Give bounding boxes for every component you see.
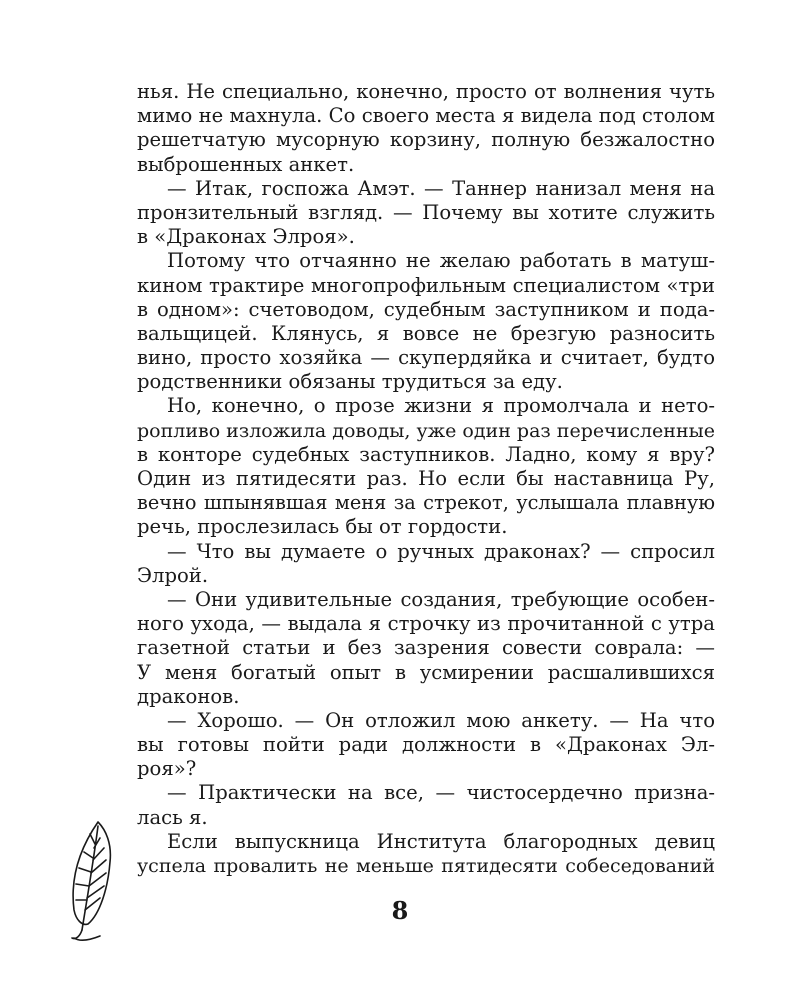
text-line: вальщицей. Клянусь, я вовсе не брезгую разносить xyxy=(137,321,715,345)
text-line: — Хорошо. — Он отложил мою анкету. — На что xyxy=(167,708,715,732)
text-line: У меня богатый опыт в усмирении расшалившихся xyxy=(137,660,715,684)
text-line: решетчатую мусорную корзину, полную безжалостно xyxy=(137,128,715,152)
text-line: нья. Не специально, конечно, просто от волнения чуть xyxy=(137,80,715,103)
page-number: 8 xyxy=(391,896,409,925)
text-line: драконов. xyxy=(137,684,240,708)
text-line: в одном»: счетоводом, судебным заступником и пода- xyxy=(137,297,715,321)
text-line: — Итак, госпожа Амэт. — Таннер нанизал меня на xyxy=(167,176,715,200)
body-text xyxy=(137,80,715,878)
text-line: Но, конечно, о прозе жизни я промолчала и нето- xyxy=(167,394,715,418)
text-line: успела провалить не меньше пятидесяти собеседований xyxy=(137,855,715,877)
text-line: речь, прослезилась бы от гордости. xyxy=(137,515,508,539)
text-line: — Они удивительные создания, требующие особен- xyxy=(167,587,715,611)
text-line: — Практически на все, — чистосердечно призна- xyxy=(167,781,715,805)
text-line: роя»? xyxy=(137,757,197,781)
text-line: Один из пятидесяти раз. Но если бы наставница Ру, xyxy=(137,467,715,490)
text-line: в конторе судебных заступников. Ладно, кому я вру? xyxy=(137,442,715,466)
text-line: пронзительный взгляд. — Почему вы хотите служить xyxy=(137,200,715,224)
text-line: — Что вы думаете о ручных драконах? — спросил xyxy=(167,539,715,563)
text-line: вечно шпынявшая меня за стрекот, услышала плавную xyxy=(137,491,715,515)
text-line: мимо не махнула. Со своего места я видела под столом xyxy=(137,104,715,128)
text-line: Потому что отчаянно не желаю работать в матуш- xyxy=(167,249,715,273)
text-line: в «Драконах Элроя». xyxy=(137,225,355,249)
text-line: Элрой. xyxy=(137,563,209,587)
text-line: лась я. xyxy=(137,805,208,829)
text-line: ропливо изложила доводы, уже один раз перечисленные xyxy=(137,419,715,442)
text-line: Если выпускница Института благородных девиц xyxy=(167,829,715,853)
text-line: выброшенных анкет. xyxy=(137,152,355,176)
text-line: вы готовы пойти ради должности в «Драконах Эл- xyxy=(137,733,715,757)
text-line: газетной статьи и без зазрения совести соврала: — xyxy=(137,636,715,660)
text-line: вино, просто хозяйка — скупердяйка и считает, будто xyxy=(137,346,715,370)
feather-ornament-icon xyxy=(60,818,130,948)
text-line: ного ухода, — выдала я строчку из прочитанной с утра xyxy=(137,612,715,636)
text-line: родственники обязаны трудиться за еду. xyxy=(137,370,563,394)
text-line: кином трактире многопрофильным специалистом «три xyxy=(137,273,715,297)
